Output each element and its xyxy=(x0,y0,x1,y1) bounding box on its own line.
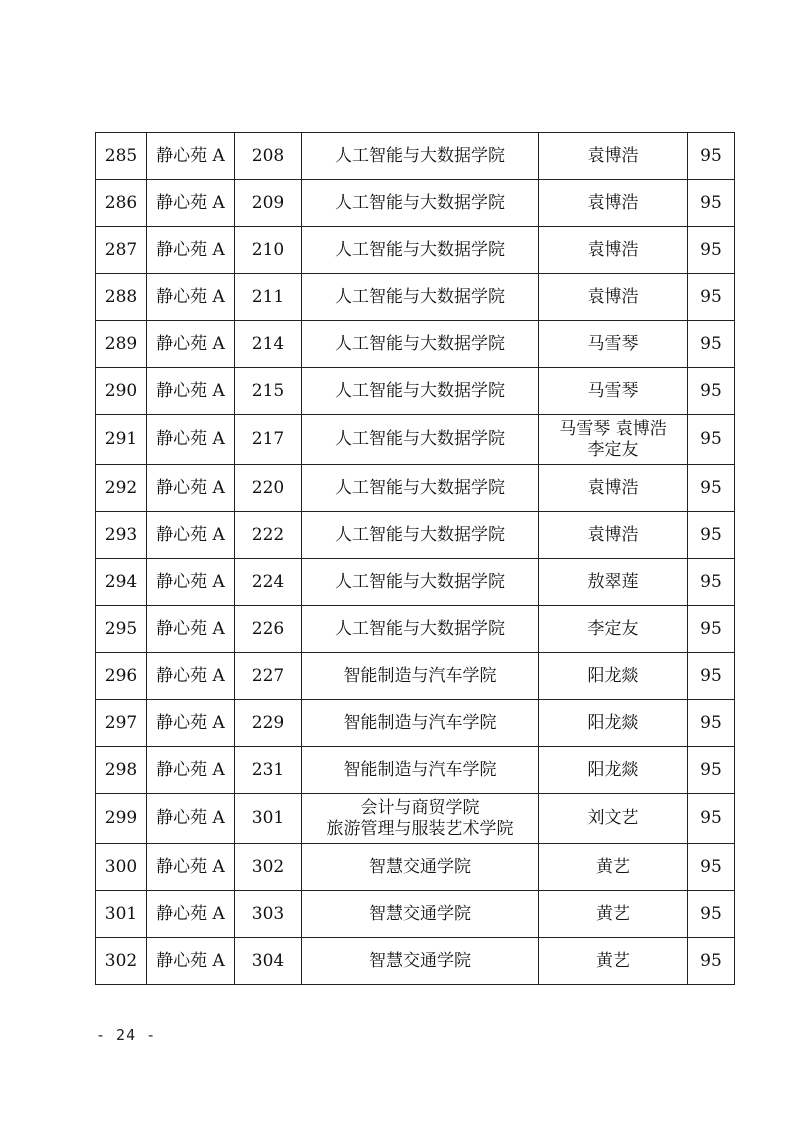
cell-college-line: 人工智能与大数据学院 xyxy=(335,145,505,166)
cell-college xyxy=(302,653,539,700)
cell-person xyxy=(539,227,688,274)
cell-room: 214 xyxy=(235,321,302,368)
cell-person-line: 袁博浩 xyxy=(587,239,639,260)
cell-college-line: 人工智能与大数据学院 xyxy=(335,192,505,213)
cell-college-line: 会计与商贸学院 xyxy=(360,797,480,818)
cell-room: 220 xyxy=(235,465,302,512)
cell-room: 215 xyxy=(235,368,302,415)
cell-room: 209 xyxy=(235,180,302,227)
cell-building: 静心苑 A xyxy=(147,653,235,700)
cell-number: 286 xyxy=(96,180,147,227)
cell-room: 224 xyxy=(235,559,302,606)
cell-room: 210 xyxy=(235,227,302,274)
cell-score: 95 xyxy=(688,606,735,653)
cell-score: 95 xyxy=(688,794,735,844)
cell-building: 静心苑 A xyxy=(147,938,235,985)
cell-building: 静心苑 A xyxy=(147,415,235,465)
cell-person xyxy=(539,274,688,321)
cell-person-line: 马雪琴 xyxy=(587,333,639,354)
cell-building: 静心苑 A xyxy=(147,368,235,415)
cell-score: 95 xyxy=(688,274,735,321)
cell-number: 298 xyxy=(96,747,147,794)
cell-room: 211 xyxy=(235,274,302,321)
cell-number: 293 xyxy=(96,512,147,559)
table-row xyxy=(96,274,735,321)
cell-college xyxy=(302,700,539,747)
cell-college xyxy=(302,606,539,653)
cell-person-line: 袁博浩 xyxy=(587,145,639,166)
cell-number: 294 xyxy=(96,559,147,606)
cell-person-line: 袁博浩 xyxy=(587,192,639,213)
cell-college xyxy=(302,133,539,180)
cell-person xyxy=(539,747,688,794)
cell-number: 287 xyxy=(96,227,147,274)
cell-college xyxy=(302,844,539,891)
cell-person xyxy=(539,938,688,985)
page-number: - 24 - xyxy=(96,1026,157,1044)
cell-college xyxy=(302,891,539,938)
cell-college-line: 智能制造与汽车学院 xyxy=(343,712,497,733)
cell-room: 222 xyxy=(235,512,302,559)
cell-room: 208 xyxy=(235,133,302,180)
table-row xyxy=(96,133,735,180)
cell-college-line: 智慧交通学院 xyxy=(369,856,471,877)
cell-college-line: 智慧交通学院 xyxy=(369,903,471,924)
cell-person-line: 李定友 xyxy=(587,439,639,460)
cell-college xyxy=(302,938,539,985)
cell-number: 299 xyxy=(96,794,147,844)
cell-room: 303 xyxy=(235,891,302,938)
cell-person-line: 黄艺 xyxy=(596,950,630,971)
cell-person xyxy=(539,368,688,415)
cell-number: 291 xyxy=(96,415,147,465)
table-row xyxy=(96,891,735,938)
cell-number: 300 xyxy=(96,844,147,891)
cell-college xyxy=(302,559,539,606)
cell-score: 95 xyxy=(688,512,735,559)
cell-person xyxy=(539,415,688,465)
table-row xyxy=(96,653,735,700)
cell-number: 297 xyxy=(96,700,147,747)
cell-person xyxy=(539,512,688,559)
table-row xyxy=(96,180,735,227)
cell-room: 227 xyxy=(235,653,302,700)
table-row xyxy=(96,415,735,465)
cell-building: 静心苑 A xyxy=(147,465,235,512)
cell-score: 95 xyxy=(688,227,735,274)
cell-person-line: 阳龙燚 xyxy=(587,665,639,686)
cell-score: 95 xyxy=(688,133,735,180)
table-body xyxy=(96,133,735,985)
cell-building: 静心苑 A xyxy=(147,844,235,891)
cell-college-line: 智能制造与汽车学院 xyxy=(343,665,497,686)
cell-college xyxy=(302,321,539,368)
cell-room: 302 xyxy=(235,844,302,891)
cell-college-line: 人工智能与大数据学院 xyxy=(335,333,505,354)
cell-score: 95 xyxy=(688,891,735,938)
cell-number: 288 xyxy=(96,274,147,321)
cell-person-line: 马雪琴 xyxy=(587,380,639,401)
table-row xyxy=(96,606,735,653)
cell-college-line: 人工智能与大数据学院 xyxy=(335,571,505,592)
cell-college-line: 智慧交通学院 xyxy=(369,950,471,971)
table-row xyxy=(96,747,735,794)
cell-number: 295 xyxy=(96,606,147,653)
cell-college xyxy=(302,180,539,227)
table-row xyxy=(96,559,735,606)
table-row xyxy=(96,938,735,985)
cell-score: 95 xyxy=(688,653,735,700)
cell-person-line: 袁博浩 xyxy=(587,477,639,498)
cell-college-line: 人工智能与大数据学院 xyxy=(335,286,505,307)
cell-score: 95 xyxy=(688,415,735,465)
cell-college-line: 人工智能与大数据学院 xyxy=(335,380,505,401)
cell-college-line: 智能制造与汽车学院 xyxy=(343,759,497,780)
cell-score: 95 xyxy=(688,368,735,415)
cell-college-line: 人工智能与大数据学院 xyxy=(335,618,505,639)
cell-building: 静心苑 A xyxy=(147,274,235,321)
cell-room: 226 xyxy=(235,606,302,653)
cell-college xyxy=(302,368,539,415)
cell-person xyxy=(539,321,688,368)
table-row xyxy=(96,794,735,844)
cell-person-line: 黄艺 xyxy=(596,856,630,877)
cell-person xyxy=(539,465,688,512)
cell-college xyxy=(302,794,539,844)
cell-person-line: 袁博浩 xyxy=(587,286,639,307)
cell-college-line: 人工智能与大数据学院 xyxy=(335,239,505,260)
cell-person-line: 马雪琴 袁博浩 xyxy=(559,418,667,439)
cell-building: 静心苑 A xyxy=(147,133,235,180)
cell-college xyxy=(302,274,539,321)
cell-person-line: 袁博浩 xyxy=(587,524,639,545)
cell-college xyxy=(302,465,539,512)
cell-person-line: 黄艺 xyxy=(596,903,630,924)
table-row xyxy=(96,844,735,891)
cell-room: 304 xyxy=(235,938,302,985)
cell-building: 静心苑 A xyxy=(147,606,235,653)
table-row xyxy=(96,465,735,512)
cell-score: 95 xyxy=(688,180,735,227)
cell-building: 静心苑 A xyxy=(147,321,235,368)
table-row xyxy=(96,368,735,415)
cell-number: 289 xyxy=(96,321,147,368)
cell-person-line: 刘文艺 xyxy=(587,808,639,828)
table-row xyxy=(96,700,735,747)
cell-number: 302 xyxy=(96,938,147,985)
cell-room: 229 xyxy=(235,700,302,747)
cell-person-line: 阳龙燚 xyxy=(587,759,639,780)
cell-college-line: 人工智能与大数据学院 xyxy=(335,429,505,449)
cell-person xyxy=(539,133,688,180)
cell-person-line: 李定友 xyxy=(587,618,639,639)
cell-building: 静心苑 A xyxy=(147,891,235,938)
cell-building: 静心苑 A xyxy=(147,512,235,559)
cell-building: 静心苑 A xyxy=(147,747,235,794)
cell-room: 231 xyxy=(235,747,302,794)
cell-number: 285 xyxy=(96,133,147,180)
cell-college-line: 人工智能与大数据学院 xyxy=(335,524,505,545)
dormitory-score-table xyxy=(95,132,735,985)
table-row xyxy=(96,512,735,559)
table-row xyxy=(96,227,735,274)
cell-person-line: 阳龙燚 xyxy=(587,712,639,733)
cell-score: 95 xyxy=(688,747,735,794)
cell-building: 静心苑 A xyxy=(147,227,235,274)
cell-person xyxy=(539,606,688,653)
cell-number: 290 xyxy=(96,368,147,415)
cell-building: 静心苑 A xyxy=(147,180,235,227)
cell-college xyxy=(302,415,539,465)
cell-college xyxy=(302,512,539,559)
cell-person xyxy=(539,794,688,844)
table-row xyxy=(96,321,735,368)
cell-building: 静心苑 A xyxy=(147,700,235,747)
cell-score: 95 xyxy=(688,465,735,512)
cell-college xyxy=(302,747,539,794)
cell-building: 静心苑 A xyxy=(147,559,235,606)
cell-number: 296 xyxy=(96,653,147,700)
cell-person xyxy=(539,653,688,700)
cell-person xyxy=(539,559,688,606)
cell-score: 95 xyxy=(688,844,735,891)
cell-score: 95 xyxy=(688,938,735,985)
cell-score: 95 xyxy=(688,559,735,606)
cell-college-line: 人工智能与大数据学院 xyxy=(335,477,505,498)
cell-college-line: 旅游管理与服装艺术学院 xyxy=(326,818,514,839)
cell-building: 静心苑 A xyxy=(147,794,235,844)
cell-number: 301 xyxy=(96,891,147,938)
cell-room: 301 xyxy=(235,794,302,844)
cell-room: 217 xyxy=(235,415,302,465)
cell-score: 95 xyxy=(688,321,735,368)
cell-person xyxy=(539,700,688,747)
cell-number: 292 xyxy=(96,465,147,512)
cell-person-line: 敖翠莲 xyxy=(587,571,639,592)
cell-college xyxy=(302,227,539,274)
cell-person xyxy=(539,180,688,227)
cell-person xyxy=(539,844,688,891)
cell-person xyxy=(539,891,688,938)
cell-score: 95 xyxy=(688,700,735,747)
